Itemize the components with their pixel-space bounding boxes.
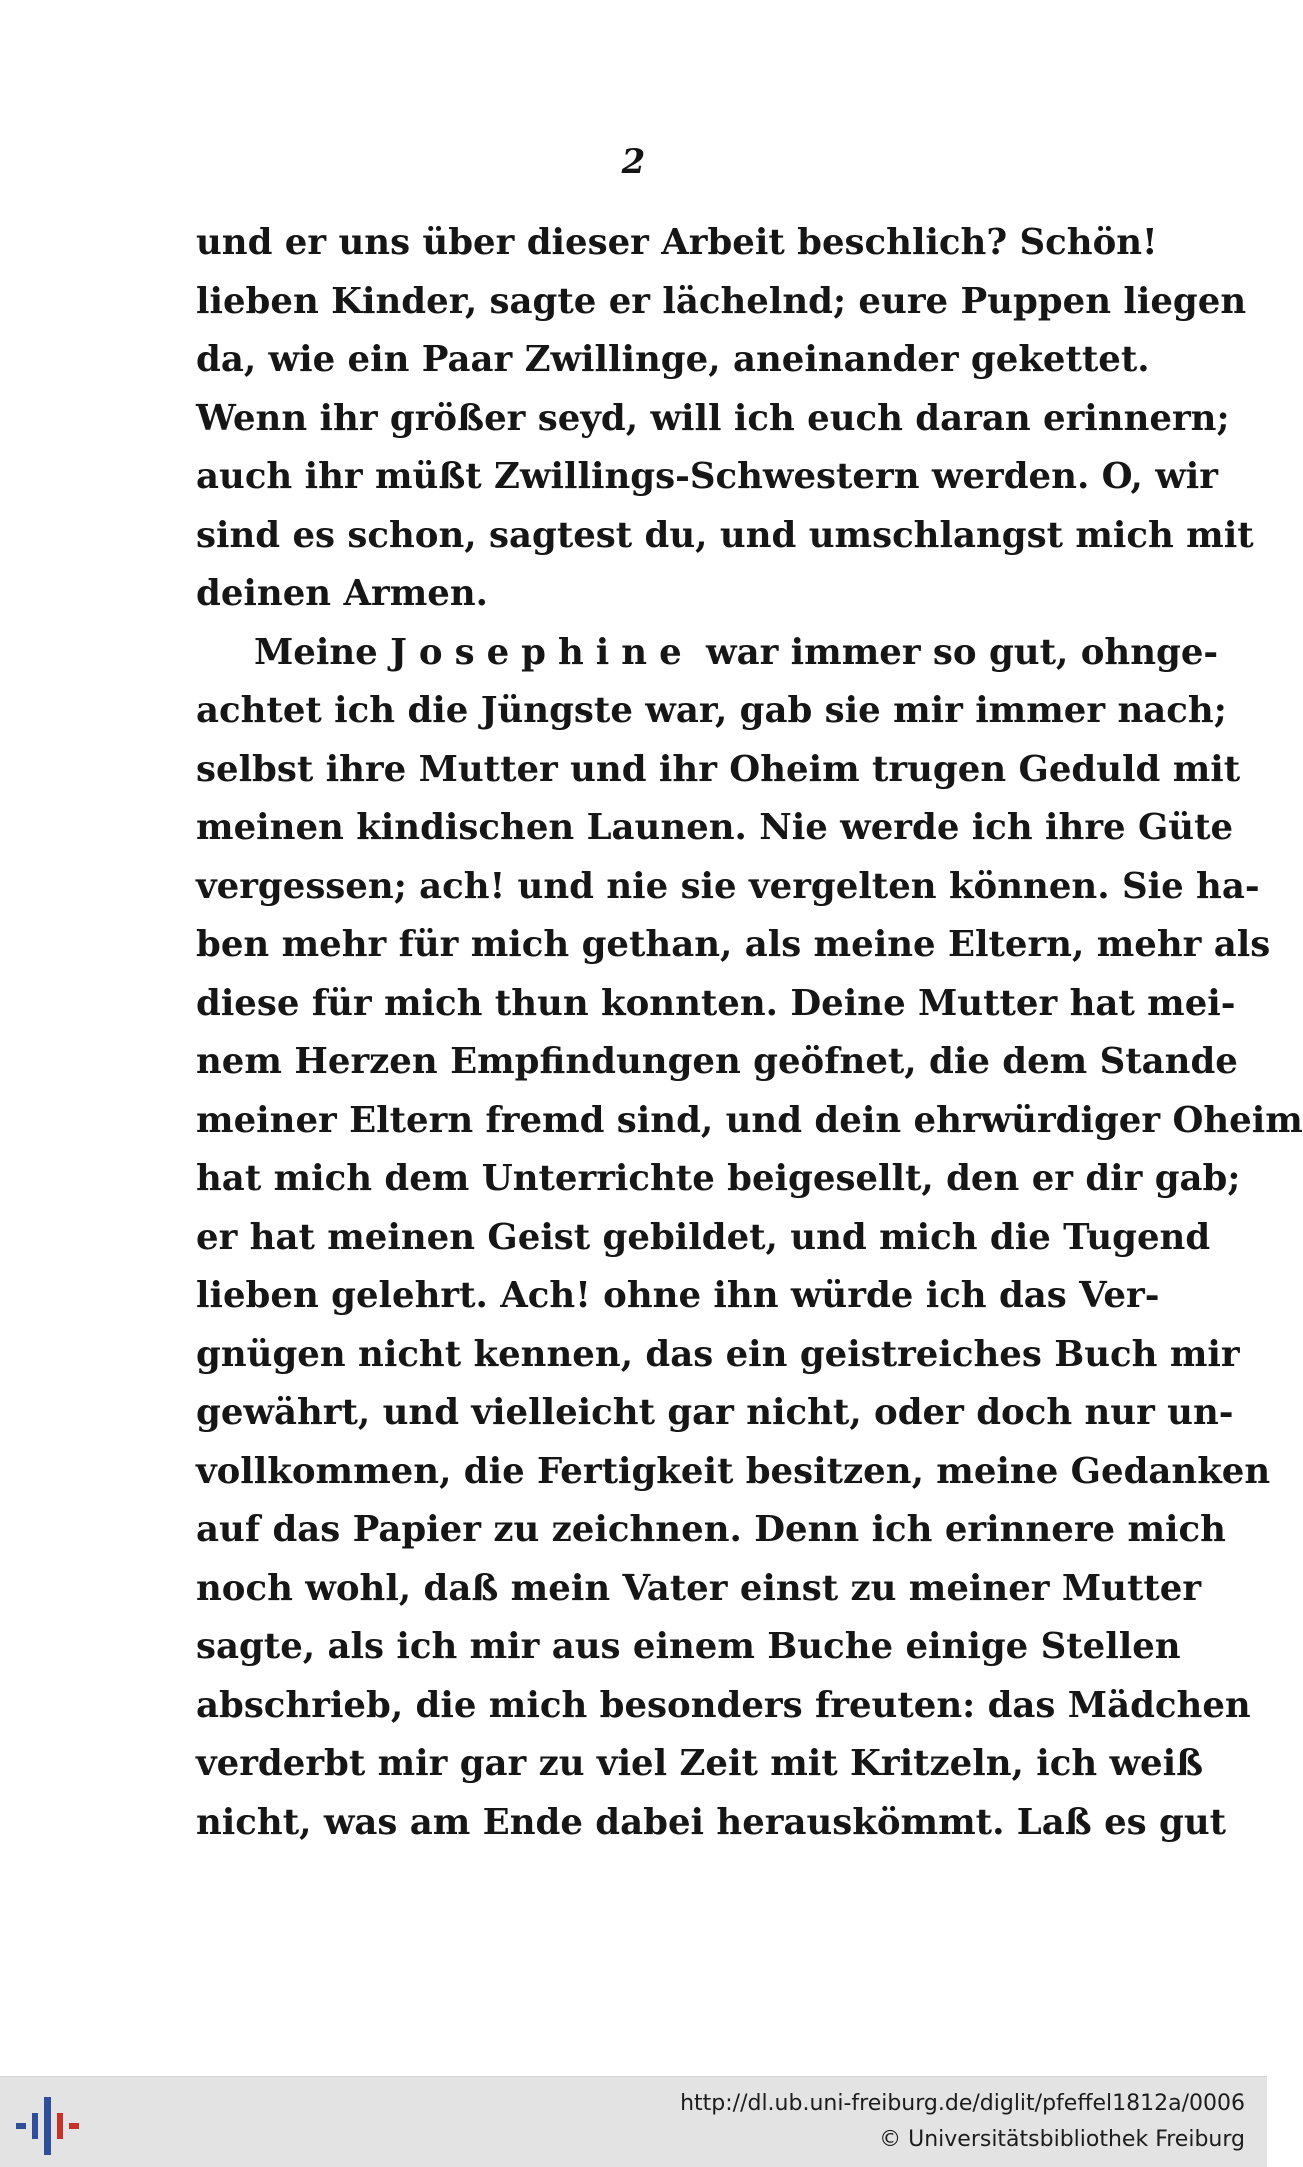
text-line: diese für mich thun konnten. Deine Mutter hat mei- [196, 982, 1236, 1024]
text-fragment: Meine [254, 631, 391, 673]
text-line: gnügen nicht kennen, das ein geistreiches Buch mir [196, 1333, 1240, 1375]
permalink-url[interactable]: http://dl.ub.uni-freiburg.de/diglit/pfeffel1812a/0006 [680, 2091, 1245, 2116]
text-line: lieben gelehrt. Ach! ohne ihn würde ich das Ver- [196, 1275, 1160, 1316]
copyright-notice: © Universitätsbibliothek Freiburg [879, 2127, 1245, 2152]
text-line: hat mich dem Unterrichte beigesellt, den er dir gab; [196, 1158, 1241, 1199]
text-line: und er uns über dieser Arbeit beschlich? Schön! [196, 222, 1158, 263]
page-number: 2 [621, 142, 646, 182]
text-line: selbst ihre Mutter und ihr Oheim trugen Geduld mit [196, 748, 1241, 790]
text-fragment: war immer so gut, ohnge- [693, 631, 1219, 673]
text-line: nicht, was am Ende dabei herauskömmt. Laß es gut [196, 1801, 1227, 1843]
page-text [196, 214, 1303, 1852]
text-line: meinen kindischen Launen. Nie werde ich ihre Güte [196, 807, 1234, 848]
text-line: vergessen; ach! und nie sie vergelten können. Sie ha- [196, 865, 1260, 907]
text-line: lieben Kinder, sagte er lächelnd; eure Puppen liegen [196, 280, 1247, 322]
text-line: auch ihr müßt Zwillings-Schwestern werden. O, wir [196, 456, 1218, 497]
text-line: verderbt mir gar zu viel Zeit mit Kritzeln, ich weiß [196, 1743, 1204, 1784]
text-line: da, wie ein Paar Zwillinge, aneinander gekettet. [196, 339, 1150, 380]
text-line: er hat meinen Geist gebildet, und mich die Tugend [196, 1216, 1211, 1258]
text-line: vollkommen, die Fertigkeit besitzen, meine Gedanken [196, 1450, 1271, 1492]
text-line: gewährt, und vielleicht gar nicht, oder doch nur un- [196, 1392, 1234, 1433]
text-line: achtet ich die Jüngste war, gab sie mir immer nach; [196, 690, 1227, 731]
text-line: auf das Papier zu zeichnen. Denn ich erinnere mich [196, 1509, 1226, 1550]
text-line: abschrieb, die mich besonders freuten: das Mädchen [196, 1684, 1251, 1726]
footer-bar [0, 2076, 1267, 2167]
paragraph-opening-line [196, 624, 1219, 683]
name-josephine: Josephine [390, 631, 694, 673]
library-logo-icon [14, 2095, 84, 2157]
text-line: Wenn ihr größer seyd, will ich euch daran erinnern; [196, 397, 1230, 439]
text-line: ben mehr für mich gethan, als meine Eltern, mehr als [196, 924, 1271, 965]
text-line: meiner Eltern fremd sind, und dein ehrwürdiger Oheim [196, 1099, 1303, 1141]
text-line: deinen Armen. [196, 573, 489, 614]
text-line: sind es schon, sagtest du, und umschlangst mich mit [196, 514, 1254, 556]
text-line: nem Herzen Empfindungen geöfnet, die dem Stande [196, 1041, 1238, 1082]
text-line: noch wohl, daß mein Vater einst zu meiner Mutter [196, 1567, 1202, 1609]
text-line: sagte, als ich mir aus einem Buche einige Stellen [196, 1626, 1181, 1667]
